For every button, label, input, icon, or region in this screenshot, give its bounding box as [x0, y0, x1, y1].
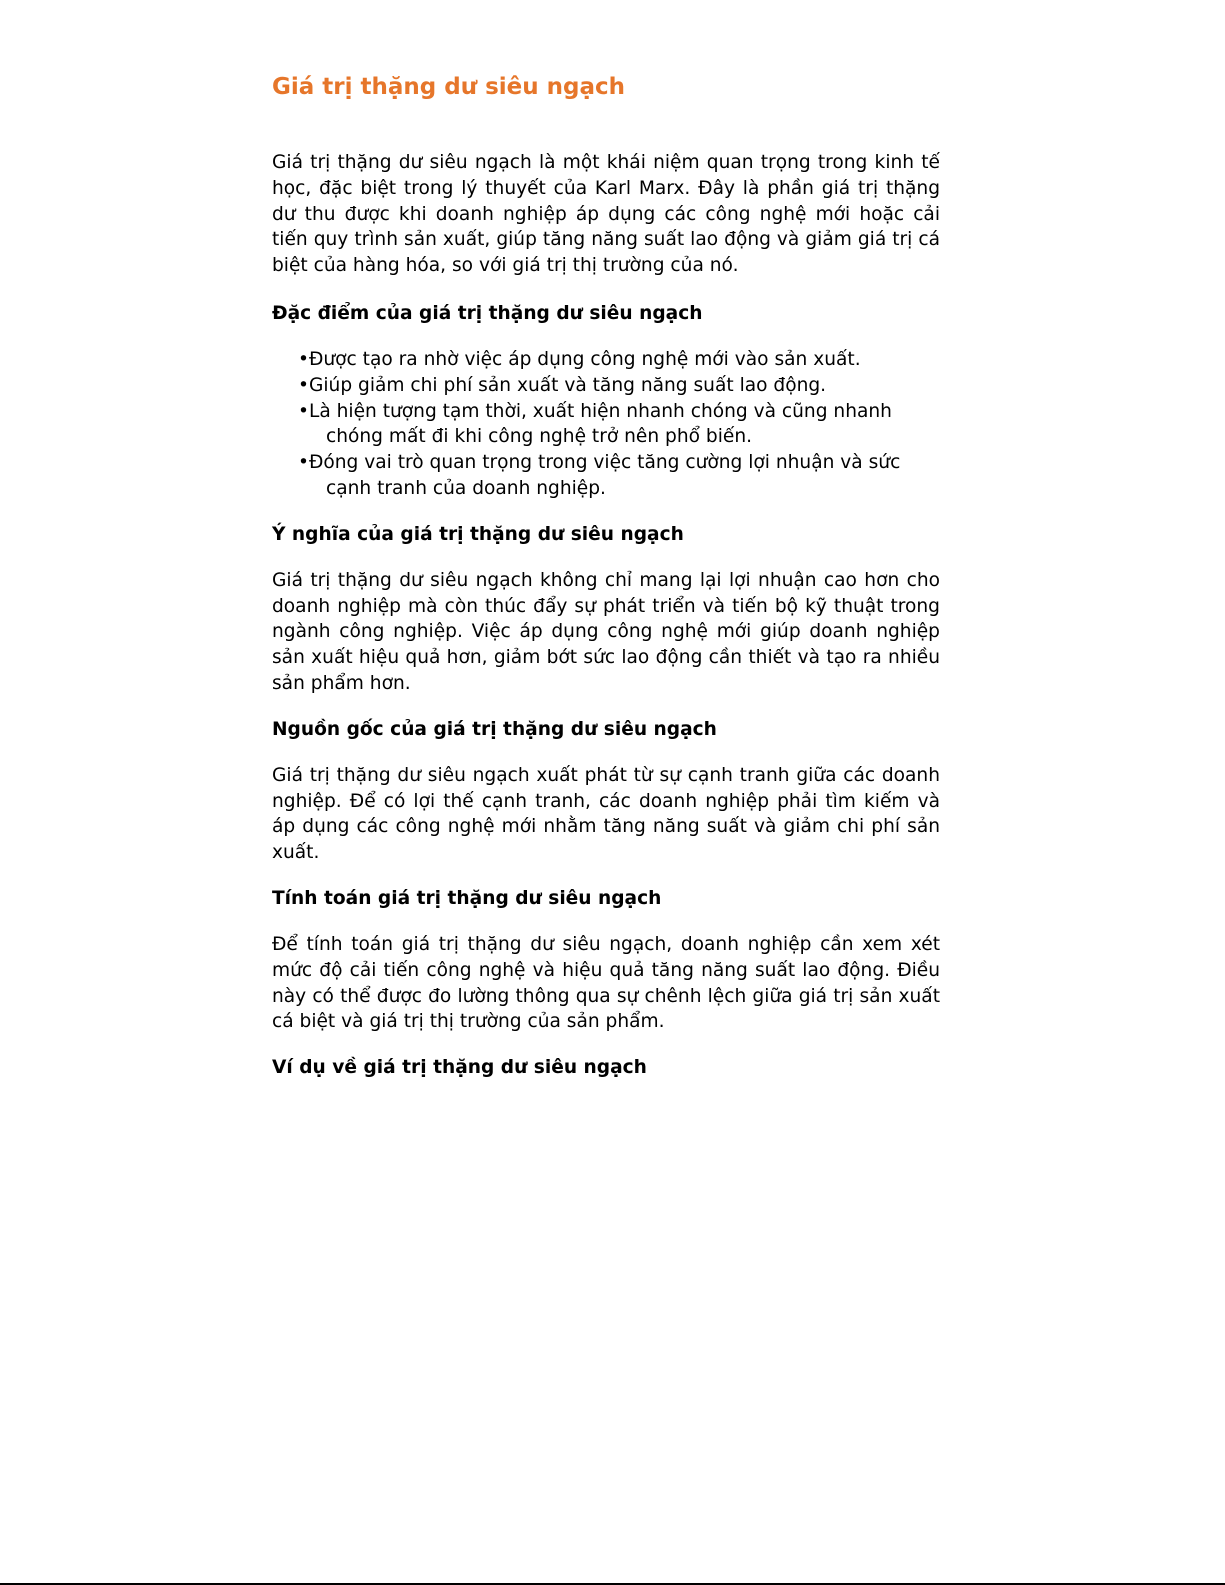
list-item	[298, 347, 923, 373]
section-heading-calculation: Tính toán giá trị thặng dư siêu ngạch	[272, 887, 662, 909]
list-item-text: Giúp giảm chi phí sản xuất và tăng năng suất lao động.	[308, 374, 827, 396]
list-item-text: Là hiện tượng tạm thời, xuất hiện nhanh chóng và cũng nhanh chóng mất đi khi công nghệ trở nên phổ biến.	[308, 400, 892, 448]
intro-paragraph: Giá trị thặng dư siêu ngạch là một khái niệm quan trọng trong kinh tế học, đặc biệt trong lý thuyết của Karl Marx. Đây là phần giá trị thặng dư thu được khi doanh nghiệp áp dụng các công nghệ mới hoặc cải tiến quy trình sản xuất, giúp tăng năng suất lao động và giảm giá trị cá biệt của hàng hóa, so với giá trị thị trường của nó.	[272, 152, 940, 277]
page-title: Giá trị thặng dư siêu ngạch	[272, 74, 626, 100]
bullet-icon: •	[298, 452, 309, 474]
list-item-text: Được tạo ra nhờ việc áp dụng công nghệ mới vào sản xuất.	[308, 348, 861, 370]
bullet-icon: •	[298, 374, 309, 396]
bullet-icon: •	[298, 348, 309, 370]
bullet-icon: •	[298, 400, 309, 422]
meaning-paragraph: Giá trị thặng dư siêu ngạch không chỉ mang lại lợi nhuận cao hơn cho doanh nghiệp mà còn thúc đẩy sự phát triển và tiến bộ kỹ thuật trong ngành công nghiệp. Việc áp dụng công nghệ mới giúp doanh nghiệp sản xuất hiệu quả hơn, giảm bớt sức lao động cần thiết và tạo ra nhiều sản phẩm hơn.	[272, 569, 940, 694]
calculation-paragraph: Để tính toán giá trị thặng dư siêu ngạch, doanh nghiệp cần xem xét mức độ cải tiến công nghệ và hiệu quả tăng năng suất lao động. Điều này có thể được đo lường thông qua sự chênh lệch giữa giá trị sản xuất cá biệt và giá trị thị trường của sản phẩm.	[272, 933, 940, 1033]
section-heading-origin: Nguồn gốc của giá trị thặng dư siêu ngạch	[272, 718, 717, 740]
characteristics-list	[272, 347, 923, 502]
section-heading-meaning: Ý nghĩa của giá trị thặng dư siêu ngạch	[272, 523, 684, 545]
origin-paragraph: Giá trị thặng dư siêu ngạch xuất phát từ sự cạnh tranh giữa các doanh nghiệp. Để có lợi thế cạnh tranh, các doanh nghiệp phải tìm kiếm và áp dụng các công nghệ mới nhằm tăng năng suất và giảm chi phí sản xuất.	[272, 764, 940, 864]
section-heading-example: Ví dụ về giá trị thặng dư siêu ngạch	[272, 1057, 647, 1079]
list-item	[298, 450, 923, 502]
document-page	[272, 70, 940, 1081]
list-item-text: Đóng vai trò quan trọng trong việc tăng cường lợi nhuận và sức cạnh tranh của doanh nghiệp.	[308, 452, 901, 499]
list-item	[298, 399, 923, 451]
list-item	[298, 373, 923, 399]
section-heading-characteristics: Đặc điểm của giá trị thặng dư siêu ngạch	[272, 302, 703, 324]
